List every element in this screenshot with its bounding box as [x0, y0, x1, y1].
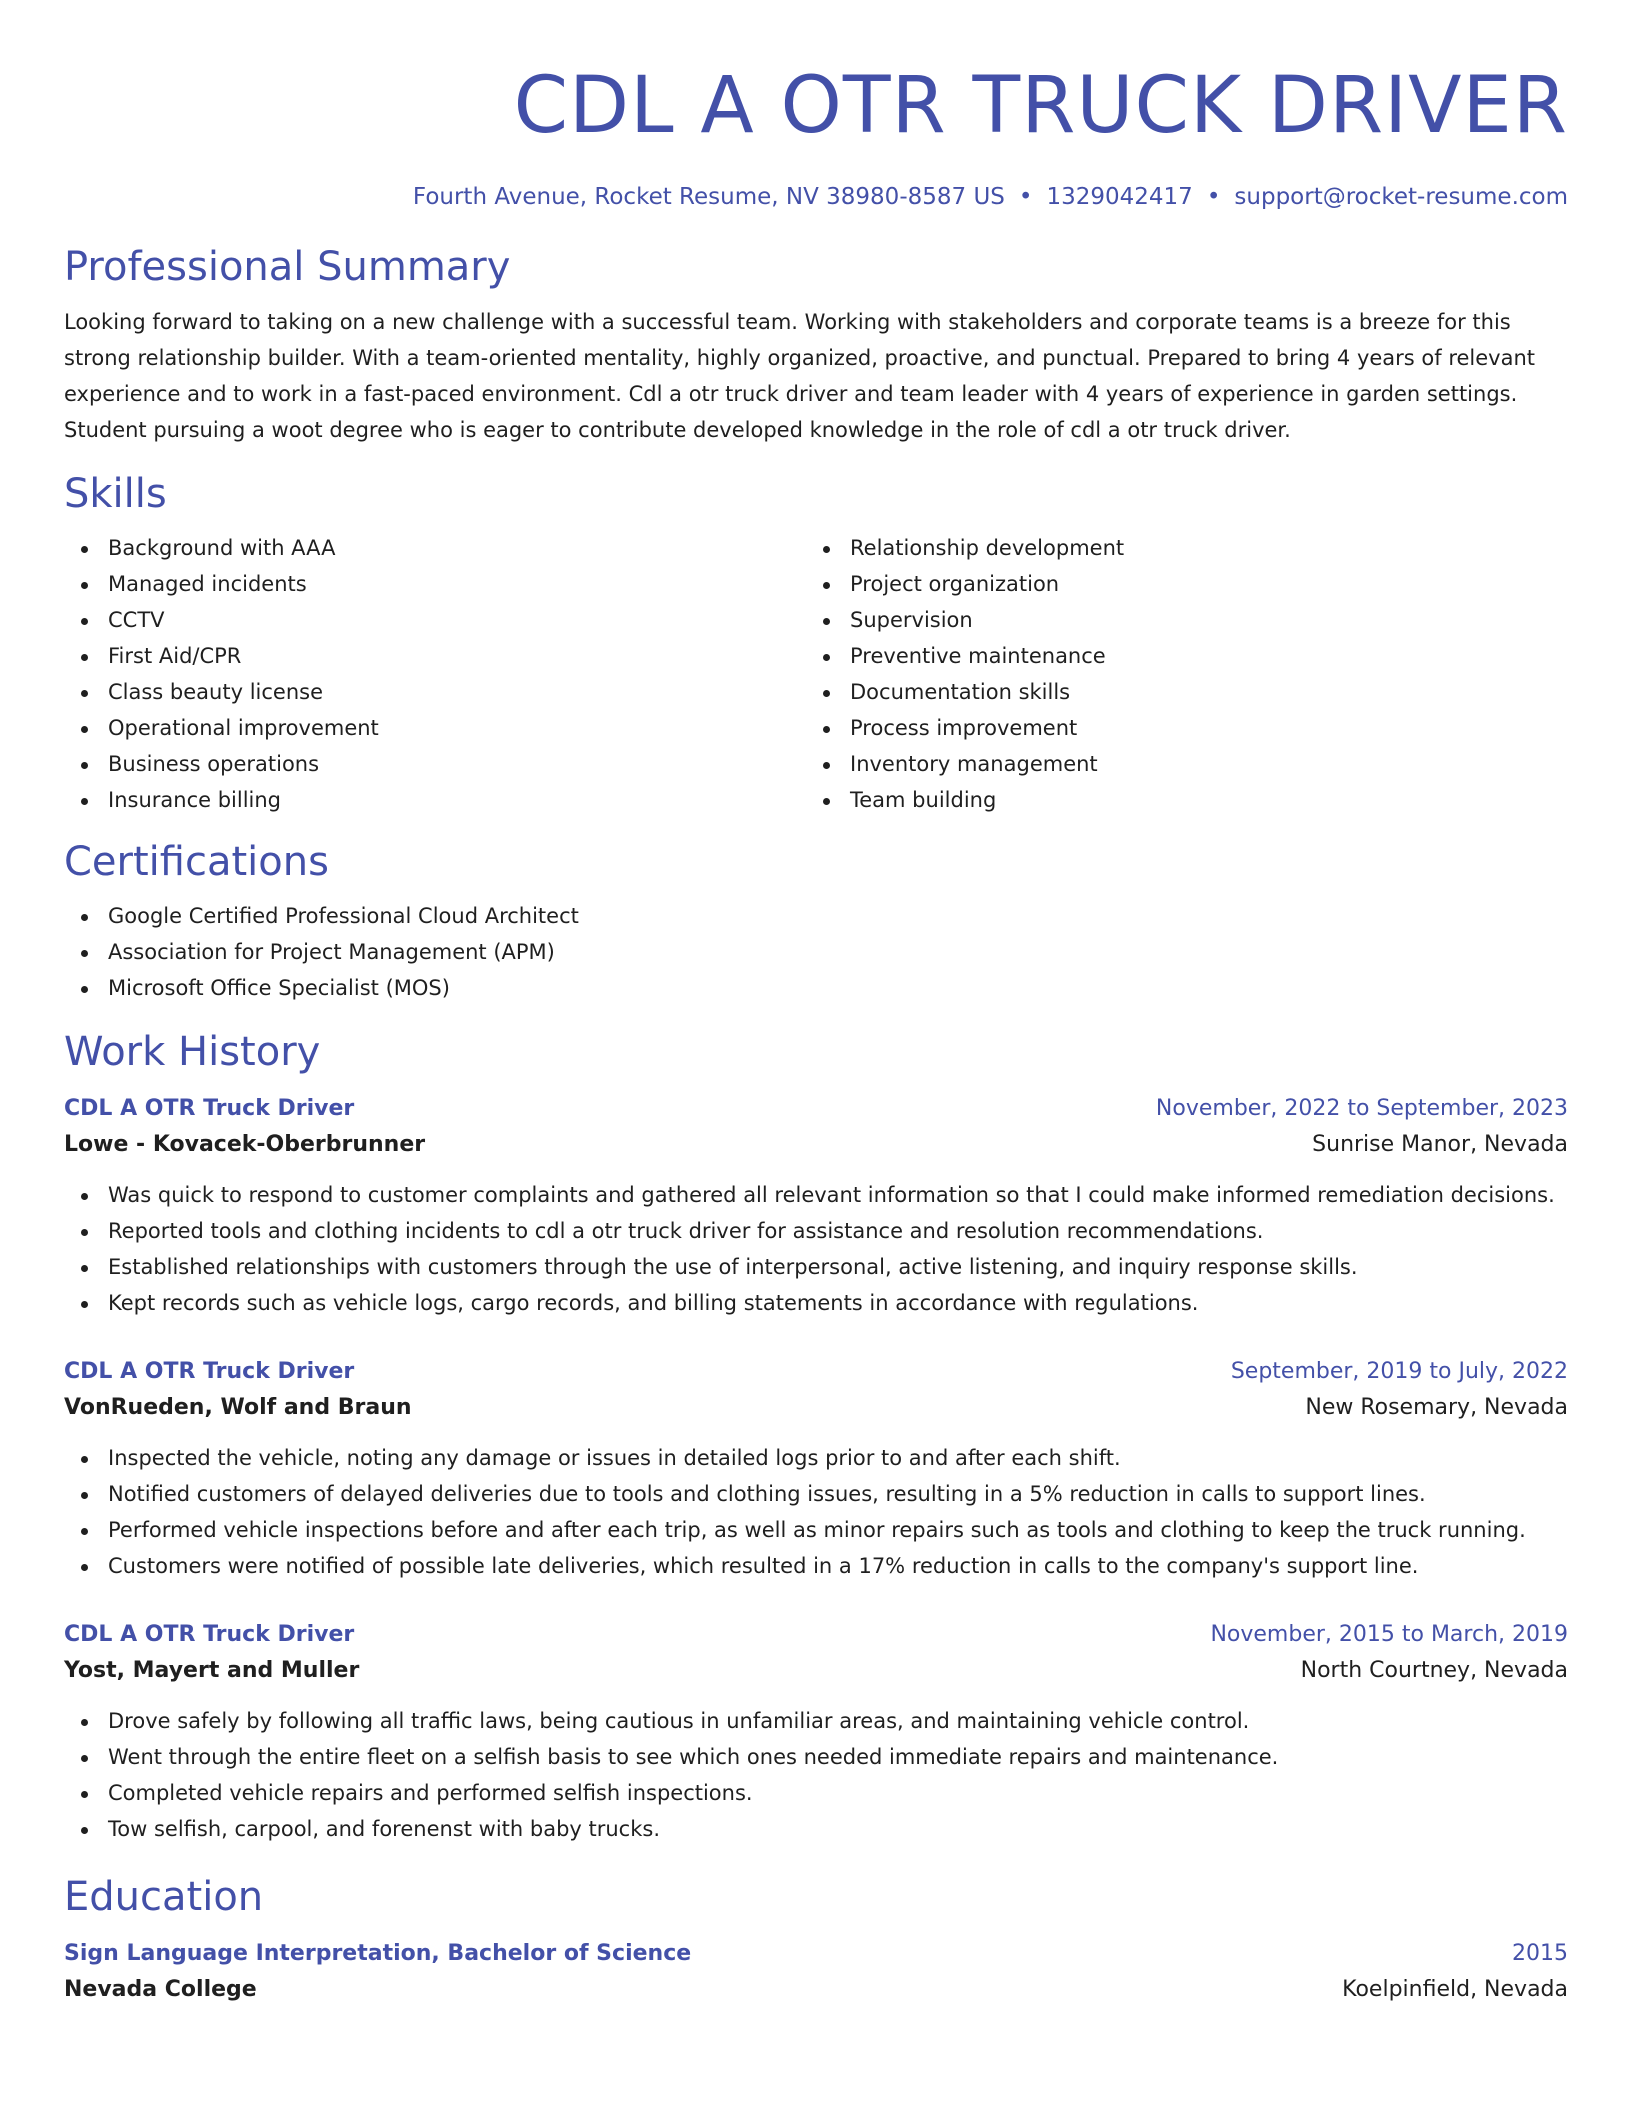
- job-bullet: Went through the entire fleet on a selfish basis to see which ones needed immediate repairs and maintenance.: [64, 1739, 1568, 1775]
- job-company-row: [64, 1389, 1568, 1427]
- skill-item: Preventive maintenance: [806, 638, 1548, 674]
- job-bullet: Was quick to respond to customer complaints and gathered all relevant information so that I could make informed remediation decisions.: [64, 1177, 1568, 1213]
- job-bullet: Established relationships with customers through the use of interpersonal, active listening, and inquiry response skills.: [64, 1249, 1568, 1285]
- skill-item: Relationship development: [806, 530, 1548, 566]
- certification-item: Association for Project Management (APM): [64, 934, 1568, 970]
- job-bullet: Customers were notified of possible late deliveries, which resulted in a 17% reduction in calls to the company's support line.: [64, 1548, 1568, 1584]
- education-degree: Sign Language Interpretation, Bachelor of Science: [64, 1941, 692, 1966]
- job-bullet: Reported tools and clothing incidents to cdl a otr truck driver for assistance and resolution recommendations.: [64, 1213, 1568, 1249]
- skill-item: First Aid/CPR: [64, 638, 806, 674]
- job-bullet: Drove safely by following all traffic laws, being cautious in unfamiliar areas, and maintaining vehicle control.: [64, 1703, 1568, 1739]
- skill-item: Project organization: [806, 566, 1548, 602]
- contact-address: Fourth Avenue, Rocket Resume, NV 38980-8587 US: [412, 184, 1005, 210]
- job-company: Lowe - Kovacek-Oberbrunner: [64, 1132, 426, 1157]
- job-bullet: Notified customers of delayed deliveries due to tools and clothing issues, resulting in a 5% reduction in calls to support lines.: [64, 1476, 1568, 1512]
- skill-item: CCTV: [64, 602, 806, 638]
- skill-item: Inventory management: [806, 746, 1548, 782]
- job-bullets: [64, 1440, 1568, 1584]
- education-school-row: [64, 1971, 1568, 2009]
- job-bullet: Completed vehicle repairs and performed selfish inspections.: [64, 1775, 1568, 1811]
- job-bullet: Performed vehicle inspections before and after each trip, as well as minor repairs such as tools and clothing to keep the truck running.: [64, 1512, 1568, 1548]
- certifications-section: [64, 836, 1568, 1006]
- skill-item: Insurance billing: [64, 782, 806, 818]
- job-bullet: Kept records such as vehicle logs, cargo records, and billing statements in accordance with regulations.: [64, 1285, 1568, 1321]
- skill-item: Class beauty license: [64, 674, 806, 710]
- job-title: CDL A OTR Truck Driver: [64, 1359, 355, 1384]
- skill-item: Managed incidents: [64, 566, 806, 602]
- summary-text: Looking forward to taking on a new challenge with a successful team. Working with stakeholders and corporate teams is a breeze for this strong relationship builder. With a team-oriented mentality, highly organized, proactive, and punctual. Prepared to bring 4 years of relevant experience and to work in a fast-paced environment. Cdl a otr truck driver and team leader with 4 years of experience in garden settings. Student pursuing a woot degree who is eager to contribute developed knowledge in the role of cdl a otr truck driver.: [64, 310, 1536, 442]
- education-year: 2015: [1512, 1941, 1568, 1966]
- job-title: CDL A OTR Truck Driver: [64, 1622, 355, 1647]
- job-entry: [64, 1618, 1568, 1847]
- job-location: Sunrise Manor, Nevada: [1312, 1132, 1568, 1157]
- job-title: CDL A OTR Truck Driver: [64, 1096, 355, 1121]
- skill-item: Supervision: [806, 602, 1548, 638]
- certification-item: Microsoft Office Specialist (MOS): [64, 970, 1568, 1006]
- job-company-row: [64, 1652, 1568, 1690]
- job-dates: November, 2022 to September, 2023: [1155, 1096, 1568, 1121]
- contact-separator: •: [1018, 184, 1033, 210]
- skill-item: Documentation skills: [806, 674, 1548, 710]
- skill-item: Team building: [806, 782, 1548, 818]
- resume-header: [64, 56, 1568, 212]
- contact-separator: •: [1206, 184, 1221, 210]
- skills-heading: Skills: [64, 471, 167, 517]
- job-bullets: [64, 1177, 1568, 1321]
- job-location: North Courtney, Nevada: [1300, 1658, 1568, 1683]
- job-bullet: Tow selfish, carpool, and forenenst with baby trucks.: [64, 1811, 1568, 1847]
- certifications-list: [64, 898, 1568, 1006]
- contact-line: [64, 182, 1568, 212]
- education-school: Nevada College: [64, 1977, 257, 2002]
- job-bullets: [64, 1703, 1568, 1847]
- skill-item: Process improvement: [806, 710, 1548, 746]
- job-bullet: Inspected the vehicle, noting any damage or issues in detailed logs prior to and after each shift.: [64, 1440, 1568, 1476]
- job-company: VonRueden, Wolf and Braun: [64, 1395, 412, 1420]
- certification-item: Google Certified Professional Cloud Architect: [64, 898, 1568, 934]
- contact-email: support@rocket-resume.com: [1234, 184, 1568, 210]
- summary-heading: Professional Summary: [64, 244, 511, 290]
- resume-page: [64, 0, 1568, 2009]
- summary-section: [64, 241, 1568, 448]
- job-company-row: [64, 1126, 1568, 1164]
- job-entry: [64, 1092, 1568, 1321]
- skills-column-left: [64, 530, 806, 818]
- job-title-row: [64, 1092, 1568, 1126]
- education-degree-row: [64, 1937, 1568, 1971]
- job-dates: September, 2019 to July, 2022: [1230, 1359, 1568, 1384]
- job-location: New Rosemary, Nevada: [1305, 1395, 1568, 1420]
- education-location: Koelpinfield, Nevada: [1342, 1977, 1568, 2002]
- certifications-heading: Certifications: [64, 839, 329, 885]
- skill-item: Business operations: [64, 746, 806, 782]
- job-entry: [64, 1355, 1568, 1584]
- resume-title: CDL A OTR TRUCK DRIVER: [513, 61, 1568, 151]
- job-title-row: [64, 1618, 1568, 1652]
- education-entry: [64, 1937, 1568, 2009]
- work-history-heading: Work History: [64, 1029, 321, 1075]
- skills-grid: [64, 530, 1568, 818]
- job-company: Yost, Mayert and Muller: [64, 1658, 360, 1683]
- education-section: [64, 1871, 1568, 2009]
- work-history-section: [64, 1026, 1568, 1847]
- skill-item: Operational improvement: [64, 710, 806, 746]
- education-heading: Education: [64, 1874, 264, 1920]
- job-title-row: [64, 1355, 1568, 1389]
- job-dates: November, 2015 to March, 2019: [1210, 1622, 1568, 1647]
- skills-section: [64, 468, 1568, 818]
- skill-item: Background with AAA: [64, 530, 806, 566]
- skills-column-right: [806, 530, 1548, 818]
- contact-phone: 1329042417: [1046, 184, 1193, 210]
